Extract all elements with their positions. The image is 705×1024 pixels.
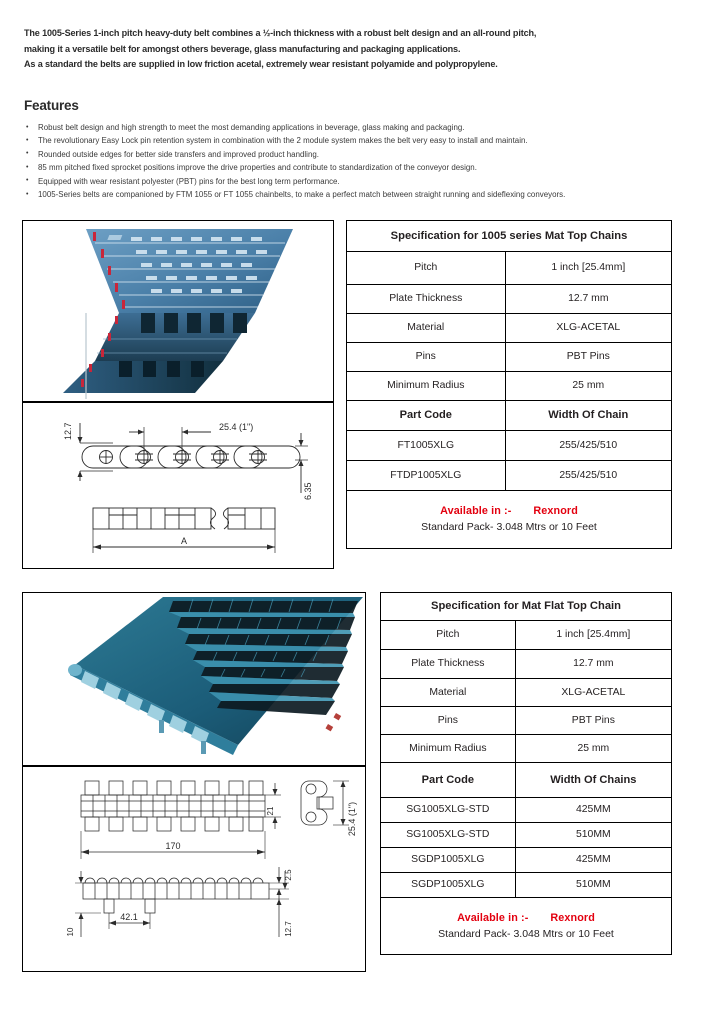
flat-top-drawing xyxy=(23,767,363,969)
feature-item: • Rounded outside edges for better side transfers and improved product handling. xyxy=(24,148,689,161)
part-code: FT1005XLG xyxy=(347,431,506,461)
intro-line-2: making it a versatile belt for amongst others beverage, glass manufacturing and packaging applications. xyxy=(24,43,461,54)
feature-item: • 1005-Series belts are companioned by FTM 1055 or FT 1055 chainbelts, to make a perfect match between straight running and sideflexing conveyors. xyxy=(24,188,689,201)
feature-item: • Robust belt design and high strength to meet the most demanding applications in beverage, glass making and packaging. xyxy=(24,121,689,134)
width-header: Width Of Chains xyxy=(515,763,671,798)
spec-value: 12.7 mm xyxy=(515,650,671,679)
part-width: 510MM xyxy=(515,873,671,898)
part-code: SGDP1005XLG xyxy=(381,873,516,898)
spec-label: Minimum Radius xyxy=(381,735,516,763)
table-row xyxy=(381,593,672,621)
pack-note: Standard Pack- 3.048 Mtrs or 10 Feet xyxy=(421,521,597,534)
spec-value: 12.7 mm xyxy=(505,285,671,314)
table-row xyxy=(347,314,672,343)
spec-value: PBT Pins xyxy=(505,343,671,372)
mat-top-chain-photo xyxy=(23,221,331,399)
table-row xyxy=(381,763,672,798)
feature-item: • 85 mm pitched fixed sprocket positions improve the drive properties and contribute to standardization of the conveyor design. xyxy=(24,161,689,174)
intro-line-3: As a standard the belts are supplied in low friction acetal, extremely wear resistant polyamide and polypropylene. xyxy=(24,59,498,70)
side-view-drawing xyxy=(23,403,331,566)
spec-label: Material xyxy=(347,314,506,343)
table-row xyxy=(347,343,672,372)
spec-value: 25 mm xyxy=(505,372,671,401)
availability-cell xyxy=(381,898,672,955)
dim-link-pitch: 25.4 (1") xyxy=(347,801,357,837)
spec-label: Pitch xyxy=(347,252,506,285)
available-brand: Rexnord xyxy=(550,911,595,924)
table-row xyxy=(381,707,672,735)
table-row xyxy=(381,679,672,707)
spec-value: 1 inch [25.4mm] xyxy=(515,621,671,650)
table-row xyxy=(381,798,672,823)
spec-value: 1 inch [25.4mm] xyxy=(505,252,671,285)
dim-total-thickness: 12.7 xyxy=(284,921,293,937)
dim-module-height: 21 xyxy=(266,806,275,816)
spec-label: Pins xyxy=(347,343,506,372)
pack-note: Standard Pack- 3.048 Mtrs or 10 Feet xyxy=(438,927,614,940)
part-width: 255/425/510 xyxy=(505,431,671,461)
table2-header: Specification for Mat Flat Top Chain xyxy=(381,593,672,621)
table-row xyxy=(347,372,672,401)
dim-overall-length: A xyxy=(180,536,188,546)
table-row xyxy=(381,848,672,873)
spec-value: XLG-ACETAL xyxy=(515,679,671,707)
table-row xyxy=(381,621,672,650)
feature-item: • The revolutionary Easy Lock pin retention system in combination with the 2 module system makes the belt very easy to install and maintain. xyxy=(24,134,689,147)
flat-top-chain-photo xyxy=(23,593,363,763)
table-row xyxy=(347,252,672,285)
width-header: Width Of Chain xyxy=(505,401,671,431)
spec-label: Pins xyxy=(381,707,516,735)
features-list xyxy=(24,121,689,201)
table-row xyxy=(381,650,672,679)
spec-value: PBT Pins xyxy=(515,707,671,735)
section2-spec-table xyxy=(380,592,672,955)
section2-drawing-panel xyxy=(22,766,366,972)
table-row xyxy=(347,431,672,461)
spec-label: Minimum Radius xyxy=(347,372,506,401)
part-code: SG1005XLG-STD xyxy=(381,823,516,848)
section1-spec-table xyxy=(346,220,672,549)
table-row xyxy=(381,873,672,898)
table-row xyxy=(347,221,672,252)
spec-label: Pitch xyxy=(381,621,516,650)
part-code-header: Part Code xyxy=(381,763,516,798)
available-brand: Rexnord xyxy=(533,505,578,518)
spec-label: Material xyxy=(381,679,516,707)
spec-value: XLG-ACETAL xyxy=(505,314,671,343)
dim-top-thickness: 2.5 xyxy=(284,869,293,881)
table-row xyxy=(347,401,672,431)
section1-photo-panel xyxy=(22,220,334,402)
part-code: SGDP1005XLG xyxy=(381,848,516,873)
table-row xyxy=(347,491,672,549)
available-label: Available in :- xyxy=(440,505,512,518)
spec-value: 25 mm xyxy=(515,735,671,763)
part-code-header: Part Code xyxy=(347,401,506,431)
part-width: 255/425/510 xyxy=(505,461,671,491)
dim-rib-depth: 10 xyxy=(66,927,75,937)
section2-photo-panel xyxy=(22,592,366,766)
part-width: 510MM xyxy=(515,823,671,848)
part-code: SG1005XLG-STD xyxy=(381,798,516,823)
dim-pitch: 25.4 (1") xyxy=(219,422,254,432)
table1-header: Specification for 1005 series Mat Top Chains xyxy=(347,221,672,252)
availability-cell xyxy=(347,491,672,549)
available-label: Available in :- xyxy=(457,911,529,924)
table-row xyxy=(347,285,672,314)
intro-paragraph xyxy=(24,26,684,73)
spec-label: Plate Thickness xyxy=(381,650,516,679)
table-row xyxy=(381,735,672,763)
dim-rib-pitch: 42.1 xyxy=(120,912,138,922)
table-row xyxy=(347,461,672,491)
intro-line-1: The 1005-Series 1-inch pitch heavy-duty belt combines a ½-inch thickness with a robust belt design and an all-round pitch, xyxy=(24,28,537,38)
part-code: FTDP1005XLG xyxy=(347,461,506,491)
dim-bottom-height: 6.35 xyxy=(303,482,313,500)
part-width: 425MM xyxy=(515,848,671,873)
table-row xyxy=(381,898,672,955)
features-heading: Features xyxy=(24,98,79,113)
table-row xyxy=(381,823,672,848)
dim-plate-thickness: 12.7 xyxy=(63,422,73,440)
feature-item: • Equipped with wear resistant polyester (PBT) pins for the best long term performance. xyxy=(24,175,689,188)
spec-label: Plate Thickness xyxy=(347,285,506,314)
dim-module-width: 170 xyxy=(165,841,181,851)
part-width: 425MM xyxy=(515,798,671,823)
section1-drawing-panel xyxy=(22,402,334,569)
